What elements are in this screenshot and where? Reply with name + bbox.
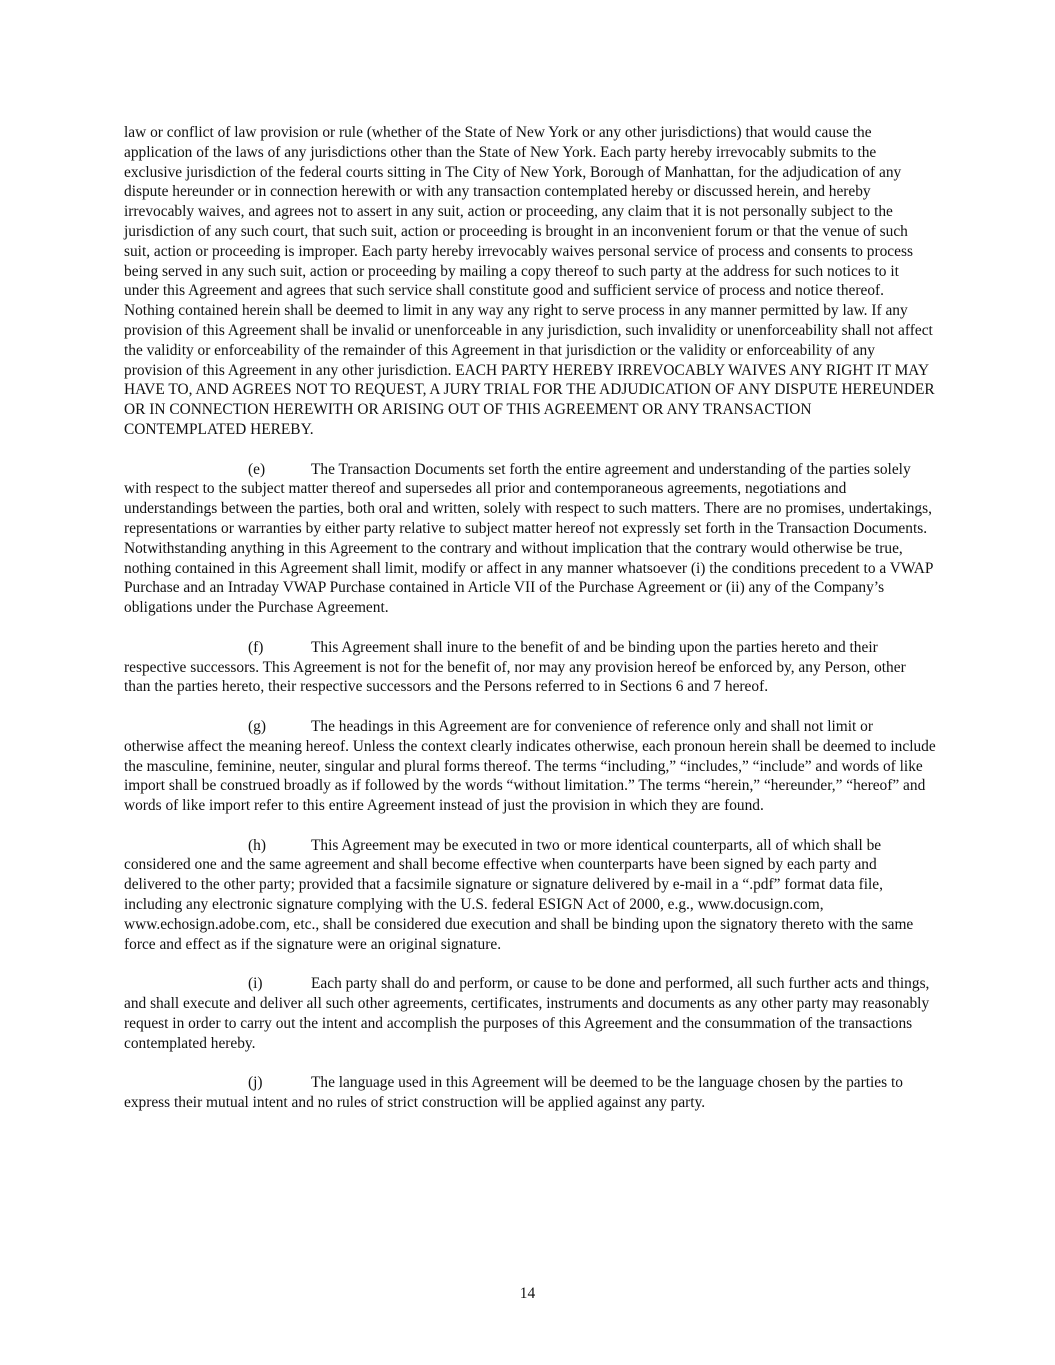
section-label: (j) [248,1074,263,1092]
section-i [124,974,936,1053]
section-text: This Agreement may be executed in two or more identical counterparts, all of which shall be considered one and the same agreement and shall become effective when counterparts have been signed by each party and delivered to the other party; provided that a facsimile signature or signature delivered by e-mail in a “.pdf” format data file, including any electronic signature complying with the U.S. federal ESIGN Act of 2000, e.g., www.docusign.com, www.echosign.adobe.com, etc., shall be considered due execution and shall be binding upon the signatory thereto with the same force and effect as if the signature were an original signature. [124,836,914,953]
section-text: This Agreement shall inure to the benefit of and be binding upon the parties hereto and their respective successors. This Agreement is not for the benefit of, nor may any provision hereof be enforced by, any Person, other than the parties hereto, their respective successors and the Persons referred to in Sections 6 and 7 hereof. [124,638,906,696]
section-text: The Transaction Documents set forth the entire agreement and understanding of the parties solely with respect to the subject matter thereof and supersedes all prior and contemporaneous agreements, negotiations and understandings between the parties, both oral and written, solely with respect to such matters. There are no promises, undertakings, representations or warranties by either party relative to subject matter hereof not expressly set forth in the Transaction Documents. Notwithstanding anything in this Agreement to the contrary and without implication that the contrary would otherwise be true, nothing contained in this Agreement shall limit, modify or affect in any manner whatsoever (i) the conditions precedent to a VWAP Purchase and an Intraday VWAP Purchase contained in Article VII of the Purchase Agreement or (ii) any of the Company’s obligations under the Purchase Agreement. [124,460,933,617]
section-label: (e) [248,460,266,478]
section-h [124,836,936,955]
page-number: 14 [519,1285,536,1302]
section-f [124,638,936,697]
section-text: The headings in this Agreement are for convenience of reference only and shall not limit or otherwise affect the meaning hereof. Unless the context clearly indicates otherwise, each pronoun herein shall be deemed to include the masculine, feminine, neuter, singular and plural forms thereof. The terms “including,” “includes,” “include” and words of like import shall be construed broadly as if followed by the words “without limitation.” The terms “herein,” “hereunder,” “hereof” and words of like import refer to this entire Agreement instead of just the provision in which they are found. [124,717,936,815]
section-j [124,1073,936,1113]
section-label: (g) [248,717,266,735]
continuation-paragraph: law or conflict of law provision or rule (whether of the State of New York or any other jurisdictions) that would cause the application of the laws of any jurisdictions other than the State of New York. Each party hereby irrevocably submits to the exclusive jurisdiction of the federal courts sitting in The City of New York, Borough of Manhattan, for the adjudication of any dispute hereunder or in connection herewith or with any transaction contemplated hereby or discussed herein, and hereby irrevocably waives, and agrees not to assert in any suit, action or proceeding, any claim that it is not personally subject to the jurisdiction of any such court, that such suit, action or proceeding is brought in an inconvenient forum or that the venue of such suit, action or proceeding is improper. Each party hereby irrevocably waives personal service of process and consents to process being served in any such suit, action or proceeding by mailing a copy thereof to such party at the address for such notices to it under this Agreement and agrees that such service shall constitute good and sufficient service of process and notice thereof. Nothing contained herein shall be deemed to limit in any way any right to serve process in any manner permitted by law. If any provision of this Agreement shall be invalid or unenforceable in any jurisdiction, such invalidity or unenforceability shall not affect the validity or enforceability of the remainder of this Agreement in that jurisdiction or the validity or enforceability of any provision of this Agreement in any other jurisdiction. EACH PARTY HEREBY IRREVOCABLY WAIVES ANY RIGHT IT MAY HAVE TO, AND AGREES NOT TO REQUEST, A JURY TRIAL FOR THE ADJUDICATION OF ANY DISPUTE HEREUNDER OR IN CONNECTION HEREWITH OR ARISING OUT OF THIS AGREEMENT OR ANY TRANSACTION CONTEMPLATED HEREBY. [124,124,935,438]
section-label: (i) [248,975,263,993]
section-text: Each party shall do and perform, or cause to be done and performed, all such further acts and things, and shall execute and deliver all such other agreements, certificates, instruments and documents as any other party may reasonably request in order to carry out the intent and accomplish the purposes of this Agreement and the consummation of the transactions contemplated hereby. [124,975,930,1052]
section-label: (f) [248,638,264,656]
section-text: The language used in this Agreement will be deemed to be the language chosen by the parties to express their mutual intent and no rules of strict construction will be applied against any party. [124,1074,903,1112]
section-g [124,717,936,816]
section-label: (h) [248,836,266,854]
section-e [124,460,936,618]
document-body [124,123,936,1133]
